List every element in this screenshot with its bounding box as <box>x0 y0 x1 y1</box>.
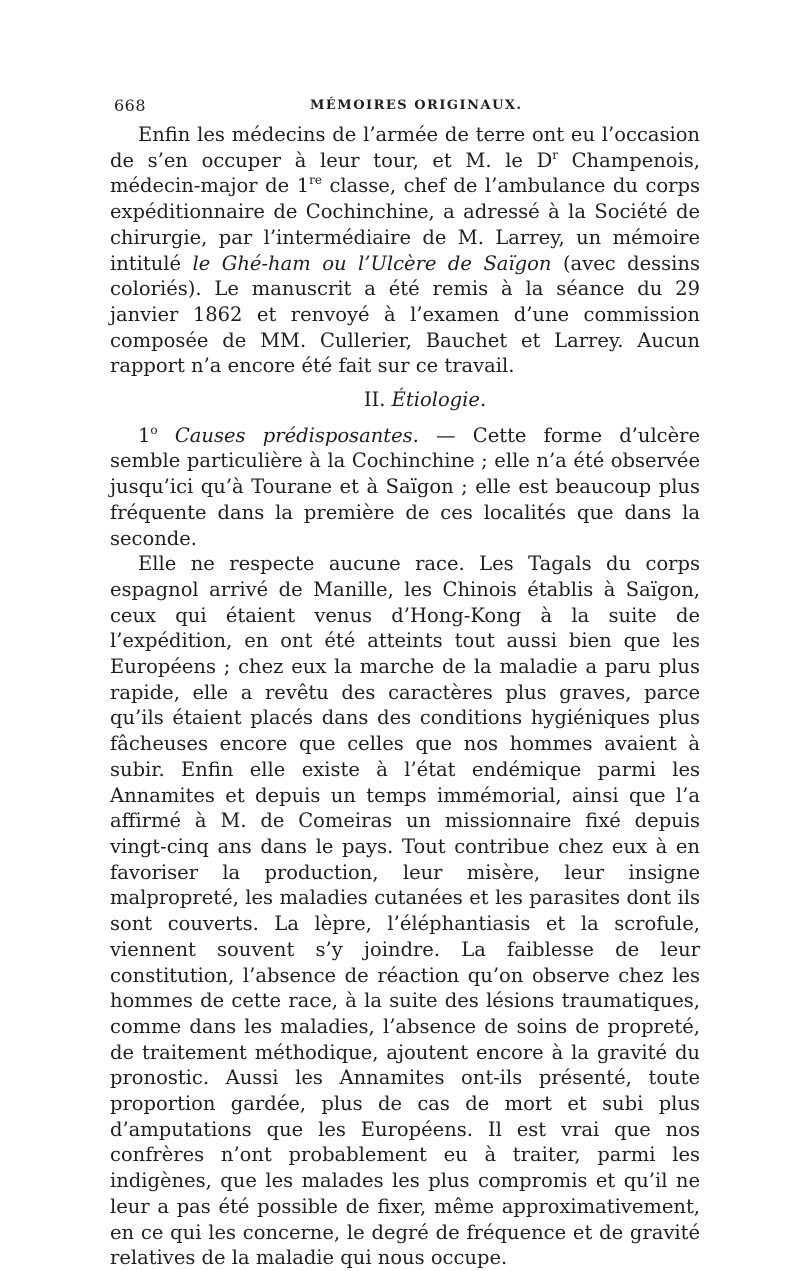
memoir-title: le Ghé-ham ou l’Ulcère de Saïgon <box>192 251 552 275</box>
superscript-docteur: r <box>552 147 558 162</box>
page-number: 668 <box>114 96 147 115</box>
book-page <box>110 92 700 1271</box>
paragraph-1 <box>110 122 700 379</box>
subsection-heading: Causes prédisposantes. <box>174 423 419 447</box>
section-numeral: II. <box>363 388 386 412</box>
paragraph-2-text: — Cette forme d’ulcère semble particulière à la Cochinchine ; elle n’a été observée jusqu’ici qu’à Tourane et à Saïgon ; elle est beaucoup plus fréquente dans la première de ces localités que dans la seconde. <box>110 423 701 550</box>
section-heading <box>110 387 700 413</box>
superscript-premiere: re <box>309 173 322 188</box>
section-title: Étiologie. <box>391 388 487 412</box>
paragraph-2 <box>110 423 700 552</box>
subsection-number-sup: o <box>150 422 158 437</box>
paragraph-3: Elle ne respecte aucune race. Les Tagals du corps espagnol arrivé de Manille, les Chinois établis à Saïgon, ceux qui étaient venus d’Hong-Kong à la suite de l’expédition, en ont été atteints tout aussi bien que les Européens ; chez eux la marche de la maladie a paru plus rapide, elle a revêtu des caractères plus graves, parce qu’ils étaient placés dans des conditions hygiéniques plus fâcheuses encore que celles que nos hommes avaient à subir. Enfin elle existe à l’état endémique parmi les Annamites et depuis un temps immémorial, ainsi que l’a affirmé à M. de Comeiras un missionnaire fixé depuis vingt-cinq ans dans le pays. Tout contribue chez eux à en favoriser la production, leur misère, leur insigne malpropreté, les maladies cutanées et les parasites dont ils sont couverts. La lèpre, l’éléphantiasis et la scrofule, viennent souvent s’y joindre. La faiblesse de leur constitution, l’absence de réaction qu’on observe chez les hommes de cette race, à la suite des lésions traumatiques, comme dans les maladies, l’absence de soins de propreté, de traitement méthodique, ajoutent encore à la gravité du pronostic. Aussi les Annamites ont-ils présenté, toute proportion gardée, plus de cas de mort et subi plus d’amputations que les Européens. Il est vrai que nos confrères n’ont probablement eu à traiter, parmi les indigènes, que les malades les plus compromis et qu’il ne leur a pas été possible de fixer, même approximativement, en ce qui les concerne, le degré de fréquence et de gravité relatives de la maladie qui nous occupe. <box>110 552 700 1270</box>
paragraph-1-text-a: Enfin les médecins de l’armée de terre ont eu l’occasion de s’en occuper à leur tour, et M. le D <box>110 123 700 172</box>
running-head: MÉMOIRES ORIGINAUX. <box>310 98 523 113</box>
page-header <box>110 92 700 122</box>
paragraph-1-text-b: Champenois, médecin-major de 1 <box>110 148 700 198</box>
paragraph-1-text-d: (avec dessins coloriés). Le manuscrit a été remis à la séance du 29 janvier 1862 et renvoyé à l’examen d’une commission composée de MM. Cullerier, Bauchet et Larrey. Aucun rapport n’a encore été fait sur ce travail. <box>110 251 700 378</box>
subsection-number: 1 <box>138 423 151 447</box>
paragraph-1-text-c: classe, chef de l’ambulance du corps expéditionnaire de Cochinchine, a adressé à la Société de chirurgie, par l’intermédiaire de M. Larrey, un mémoire intitulé <box>110 174 700 275</box>
